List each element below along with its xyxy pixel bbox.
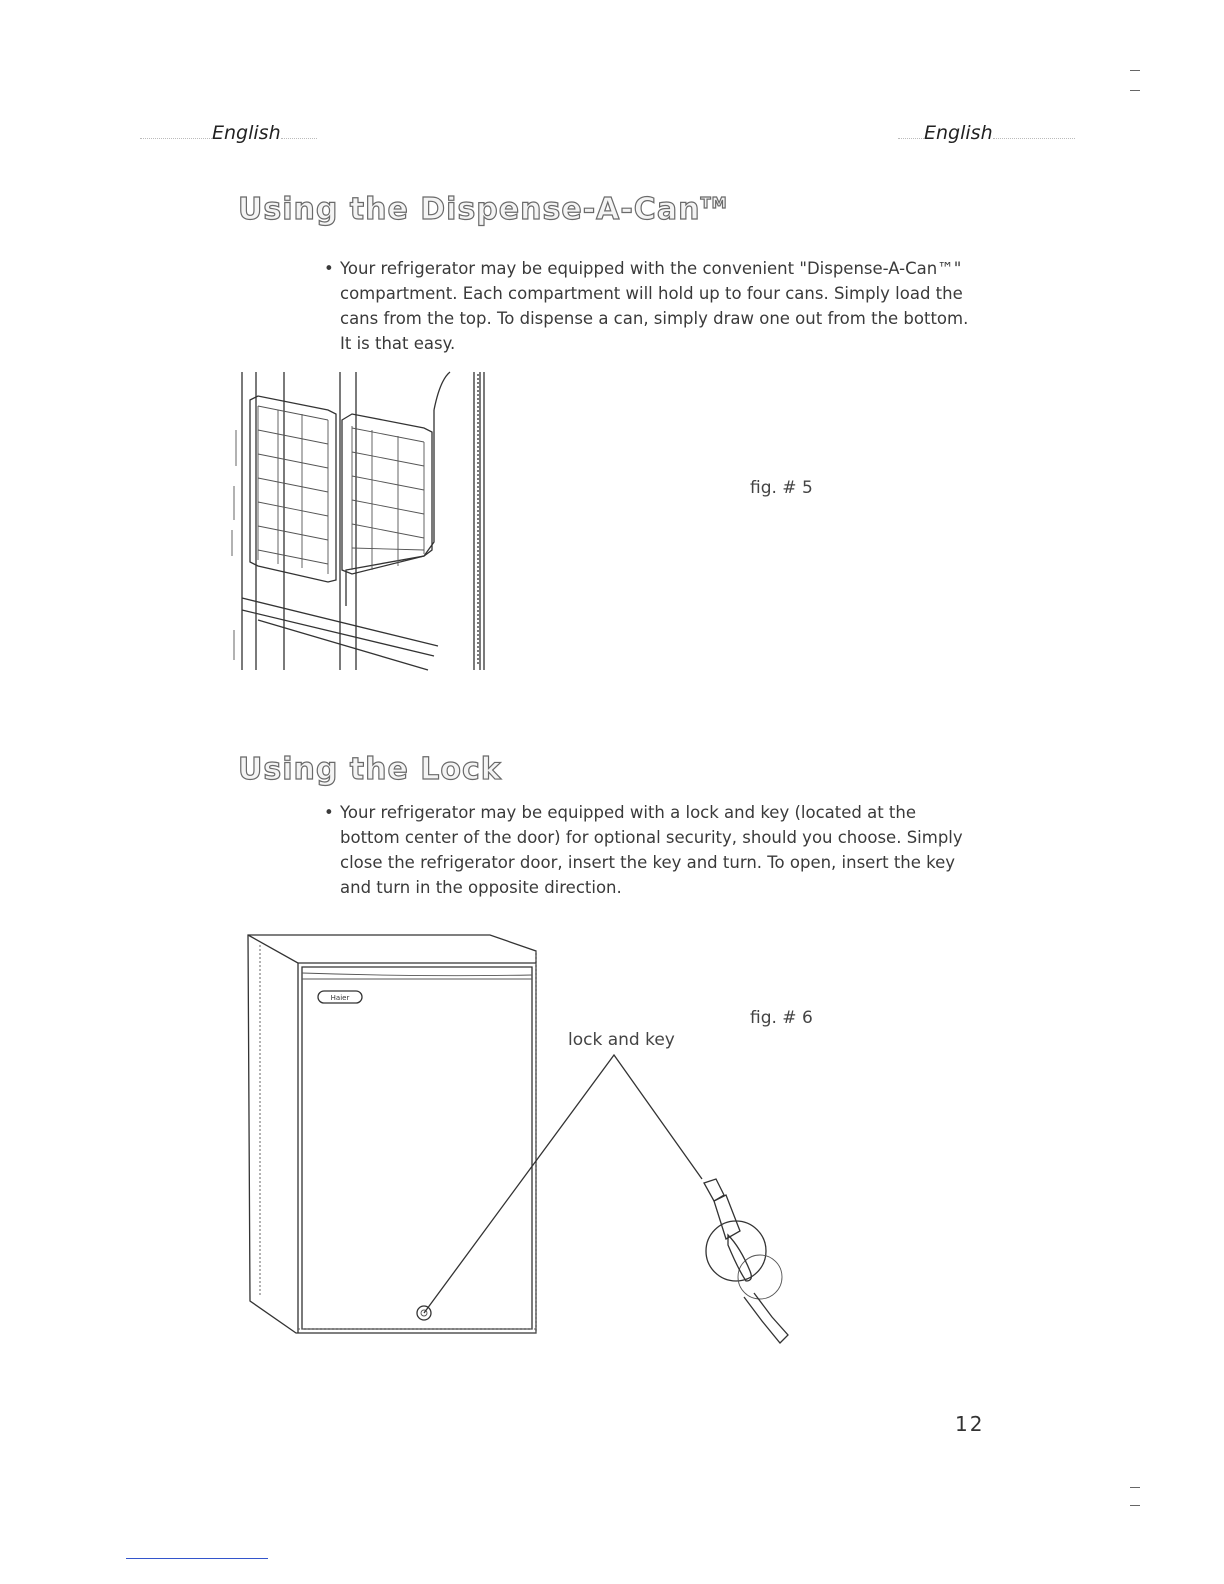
bullet-icon: •: [324, 803, 334, 822]
header-dotted-rule: [140, 128, 212, 139]
header-language-right: [898, 122, 1075, 144]
bulleted-paragraph-lock: [324, 800, 980, 900]
paragraph-text: Your refrigerator may be equipped with a lock and key (located at the bottom center of the door) for optional security, should you choose. Simply close the refrigerator door, insert the key and turn. To open, insert the key and turn in the opposite direction.: [340, 803, 963, 897]
callout-pointer-lines: [424, 1055, 702, 1313]
paragraph-text: Your refrigerator may be equipped with the convenient "Dispense-A-Can™" compartment. Each compartment will hold up to four cans. Simply load the cans from the top. To dispense a can, simply draw one out from the bottom. It is that easy.: [340, 259, 969, 353]
header-lang-label-left: English: [212, 122, 281, 144]
header-language-left: [140, 122, 317, 144]
section-title-dispense-a-can: [238, 192, 728, 227]
figure-6-lock-and-key-illustration: [240, 925, 820, 1370]
crop-mark: [1130, 1487, 1140, 1488]
crop-mark: [1130, 70, 1140, 71]
section-title-text: Using the Lock: [238, 752, 502, 787]
header-dotted-rule: [993, 128, 1075, 139]
section-title-text: Using the Dispense-A-Can: [238, 192, 701, 227]
header-lang-label-right: English: [924, 122, 993, 144]
callout-label-lock-and-key: lock and key: [568, 1030, 675, 1050]
header-dotted-rule: [281, 128, 317, 139]
header-dotted-rule: [898, 128, 924, 139]
key-icon: [704, 1179, 788, 1343]
brand-logo-text: Haier: [330, 994, 350, 1002]
footer-rule: [126, 1558, 268, 1559]
figure-6-caption: fig. # 6: [750, 1008, 813, 1028]
figure-5-dispense-can-illustration: [228, 370, 498, 675]
bulleted-paragraph-dispense: [324, 256, 980, 356]
figure-5-caption: fig. # 5: [750, 478, 813, 498]
section-title-lock: [238, 752, 502, 787]
bullet-icon: •: [324, 259, 334, 278]
crop-mark: [1130, 90, 1140, 91]
crop-mark: [1130, 1505, 1140, 1506]
page-number: 12: [955, 1412, 985, 1436]
trademark-mark: TM: [700, 194, 728, 212]
